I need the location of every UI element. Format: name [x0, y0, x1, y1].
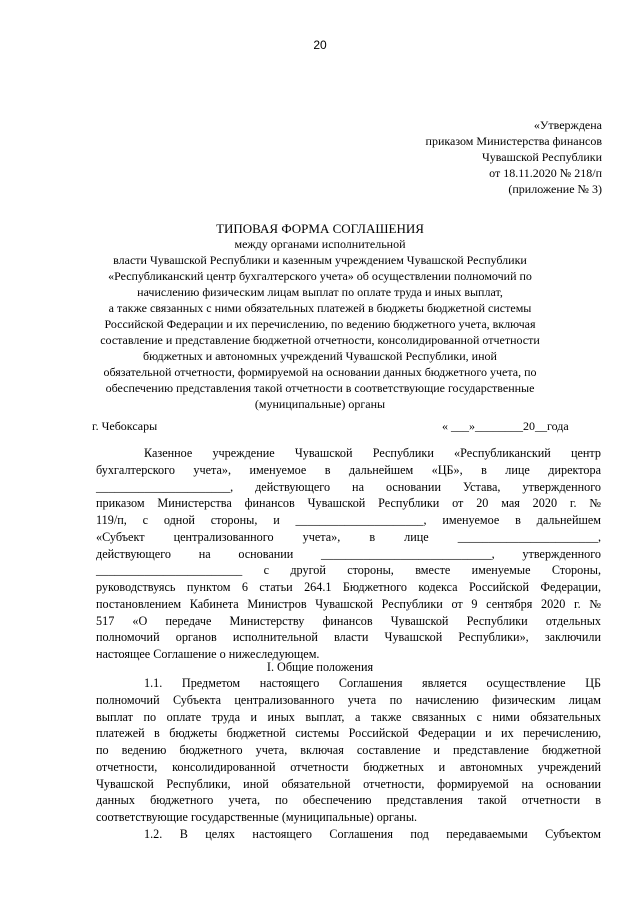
approval-line-1: «Утверждена [533, 118, 602, 132]
title-line-8: составление и представление бюджетной отчетности, консолидированной отчетности [100, 333, 540, 347]
approval-line-4: от 18.11.2020 № 218/п [489, 166, 602, 180]
title-line-2: между органами исполнительной [234, 237, 406, 251]
preamble-line: бухгалтерского учета», именуемое в дальнейшем «ЦБ», в лице директора [96, 462, 601, 477]
clause-line: данных бюджетного учета, по обеспечению представления такой отчетности в [96, 793, 601, 808]
approval-line-2: приказом Министерства финансов [425, 134, 602, 148]
clause-1-1 [96, 675, 601, 826]
preamble-line: 119/п, с одной стороны, и _____________________, именуемое в дальнейшем [96, 513, 601, 527]
clause-line: Чувашской Республики, иной обязательной отчетности, формируемой на основании [96, 776, 601, 791]
clause-line: полномочий Субъекта централизованного учета по начислению физическим лицам [96, 692, 601, 707]
clause-line: 1.2. В целях настоящего Соглашения под передаваемыми Субъектом [144, 827, 601, 841]
preamble-line: настоящее Соглашение о нижеследующем. [96, 647, 320, 661]
title-line-6: а также связанных с ними обязательных платежей в бюджеты бюджетной системы [108, 301, 532, 315]
title-line-11: обеспечению представления такой отчетности в соответствующие государственные [105, 381, 535, 395]
clause-line: платежей в бюджеты бюджетной системы Российской Федерации и их перечислению, [96, 726, 601, 741]
preamble-line: ______________________, действующего на основании Устава, утвержденного [96, 479, 601, 494]
title-line-7: Российской Федерации и их перечислению, по ведению бюджетного учета, включая [104, 317, 536, 331]
preamble-paragraph [96, 445, 601, 663]
preamble-line: 517 «О передаче Министерству финансов Чувашской Республики отдельных [96, 613, 601, 628]
preamble-line: ________________________ с другой стороны, вместе именуемые Стороны, [96, 563, 601, 578]
title-line-12: (муниципальные) органы [254, 397, 386, 411]
preamble-line: «Субъект централизованного учета», в лице _______________________, [96, 529, 601, 544]
title-line-9: бюджетных и автономных учреждений Чувашской Республики, иной [143, 349, 497, 363]
title-line-3: власти Чувашской Республики и казенным учреждением Чувашской Республики [113, 253, 527, 267]
form-title: ТИПОВАЯ ФОРМА СОГЛАШЕНИЯ [216, 221, 424, 236]
preamble-line: Казенное учреждение Чувашской Республики «Республиканский центр [144, 446, 601, 460]
clause-line: соответствующие государственные (муниципальные) органы. [96, 810, 418, 824]
title-line-10: обязательной отчетности, формируемой на основании данных бюджетного учета, по [103, 365, 537, 379]
clause-line: отчетности, консолидированной отчетности бюджетных и автономных учреждений [96, 759, 601, 774]
title-line-4: «Республиканский центр бухгалтерского учета» об осуществлении полномочий по [108, 269, 532, 283]
preamble-line: полномочий органов исполнительной власти Чувашской Республики», заключили [96, 630, 601, 645]
preamble-line: постановлением Кабинета Министров Чувашской Республики от 9 сентября 2020 г. № [96, 596, 601, 611]
clause-line: по ведению бюджетного учета, включая составление и представление бюджетной [96, 743, 601, 757]
section-heading: I. Общие положения [266, 660, 374, 674]
page-number: 20 [313, 38, 327, 52]
date-field: « ___»________20__года [442, 419, 569, 433]
clause-line: 1.1. Предметом настоящего Соглашения является осуществление ЦБ [144, 676, 601, 690]
preamble-line: руководствуясь пунктом 6 статьи 264.1 Бюджетного кодекса Российской Федерации, [96, 580, 601, 594]
preamble-line: приказом Министерства финансов Чувашской Республики от 20 мая 2020 г. № [96, 496, 601, 511]
approval-line-5: (приложение № 3) [508, 182, 602, 196]
clause-line: выплат по оплате труда и иных выплат, а также связанных с ними обязательных [96, 709, 601, 724]
clause-1-2 [96, 826, 601, 843]
title-line-5: начислению физическим лицам выплат по оплате труда и иных выплат, [137, 285, 503, 299]
approval-line-3: Чувашской Республики [481, 150, 602, 164]
place-of-signing: г. Чебоксары [92, 419, 158, 433]
preamble-line: действующего на основании ____________________________, утвержденного [96, 546, 601, 561]
